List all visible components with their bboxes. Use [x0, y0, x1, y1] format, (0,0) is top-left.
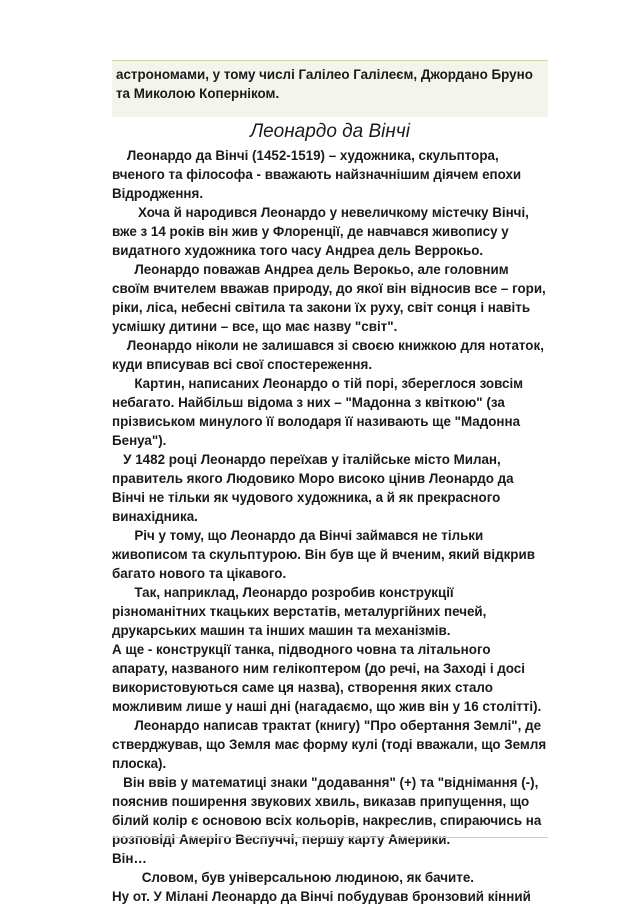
- paragraph: Леонардо поважав Андреа дель Верокьо, але головним своїм вчителем вважав природу, до якої він відносив все – гори, ріки, ліса, небесні світила та закони їх руху, світ сонця і навіть усмішку дитини – все, що має назву "світ".: [112, 262, 550, 334]
- paragraph: У 1482 році Леонардо переїхав у італійське місто Милан, правитель якого Людовико Моро високо цінив Леонардо да Вінчі не тільки як чудового художника, а й як прекрасного винахідника.: [112, 452, 518, 524]
- paragraph: Картин, написаних Леонардо о тій порі, збереглося зовсім небагато. Найбільш відома з них – "Мадонна з квіткою" (за прізвиськом минулого її володаря її називають ще "Мадонна Бенуа").: [112, 376, 527, 448]
- paragraph: Леонардо ніколи не залишався зі своєю книжкою для нотаток, куди вписував всі свої спостереження.: [112, 338, 548, 372]
- paragraph: Він…: [112, 851, 147, 866]
- footer-divider: [112, 837, 548, 838]
- paragraph: Леонардо написав трактат (книгу) "Про обертання Землі", де стверджував, що Земля має форму кулі (тоді вважали, що Земля плоска).: [112, 718, 550, 771]
- paragraph: Він ввів у математиці знаки "додавання" (+) та "віднімання (-), пояснив поширення звукових хвиль, виказав припущення, що білий колір є основою всіх кольорів, накреслив, спираючись на розповіді Амеріго Веспуччі, першу карту Америки.: [112, 775, 546, 847]
- paragraph: Хоча й народився Леонардо у невеличкому містечку Вінчі, вже з 14 років він жив у Флоренції, де навчався живопису у видатного художника того часу Андреа дель Веррокьо.: [112, 205, 533, 258]
- paragraph: А ще - конструкції танка, підводного човна та літального апарату, названого ним гелікоптером (до речі, на Заході і досі використовуються саме ця назва), створення яких стало можливим лише у наші дні (нагадаємо, що жив він у 16 столітті).: [112, 642, 542, 714]
- paragraph: Словом, був універсальною людиною, як бачите.: [112, 870, 474, 885]
- continuation-box: [112, 60, 548, 117]
- article-title: Леонардо да Вінчі: [250, 121, 410, 142]
- paragraph: Річ у тому, що Леонардо да Вінчі займався не тільки живописом та скульптурою. Він був ще й вченим, який відкрив багато нового та цікавого.: [112, 528, 539, 581]
- article-body: [112, 146, 548, 906]
- continuation-text: астрономами, у тому числі Галілео Галілеєм, Джордано Бруно та Миколою Коперніком.: [116, 67, 533, 101]
- paragraph: Ну от. У Мілані Леонардо да Вінчі побудував бронзовий кінний: [112, 889, 531, 904]
- paragraph: Леонардо да Вінчі (1452-1519) – художника, скульптора, вченого та філософа - вважають найзначнішим діячем епохи Відродження.: [112, 148, 525, 201]
- paragraph: Так, наприклад, Леонардо розробив конструкції різноманітних ткацьких верстатів, металургійних печей, друкарських машин та інших машин та механізмів.: [112, 585, 491, 638]
